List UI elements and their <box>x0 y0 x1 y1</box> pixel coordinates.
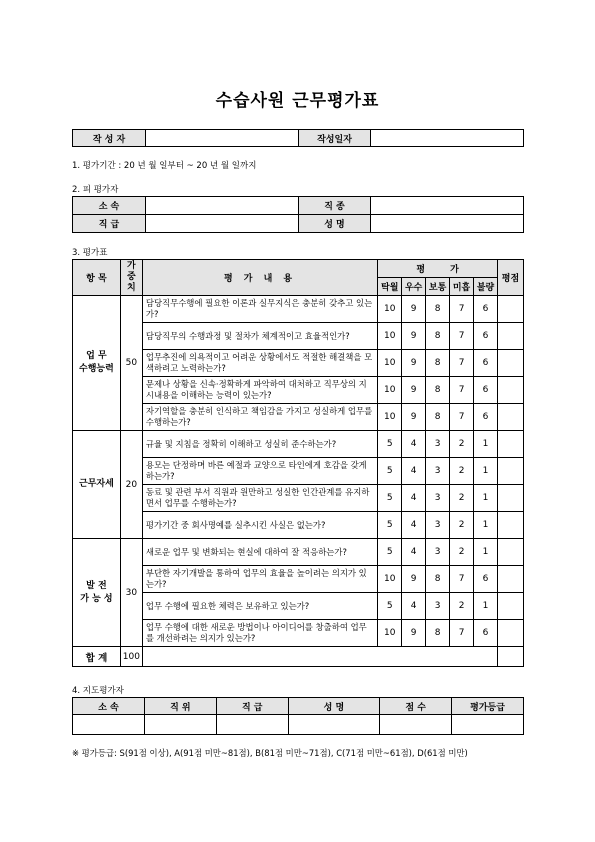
date-label: 작성일자 <box>299 130 371 147</box>
score-option[interactable]: 10 <box>378 404 402 431</box>
score-option[interactable]: 3 <box>426 458 450 485</box>
score-field[interactable] <box>497 593 523 620</box>
score-option[interactable]: 7 <box>450 323 474 350</box>
section-evaluation-label: 3. 평가표 <box>72 248 108 258</box>
score-option[interactable]: 3 <box>426 593 450 620</box>
score-option[interactable]: 4 <box>402 485 426 512</box>
header-eval: 평 가 <box>378 260 498 278</box>
score-option[interactable]: 1 <box>474 512 498 539</box>
job-type-field[interactable] <box>371 197 524 215</box>
supervisor-header: 소 속 <box>73 698 145 715</box>
score-option[interactable]: 8 <box>426 323 450 350</box>
evaluation-criterion: 평가기간 중 회사명예를 실추시킨 사실은 없는가? <box>142 512 377 539</box>
evaluation-criterion: 자기역할을 충분히 인식하고 책임감을 가지고 성실하게 업무를 수행하는가? <box>142 404 377 431</box>
score-option[interactable]: 8 <box>426 296 450 323</box>
score-option[interactable]: 4 <box>402 458 426 485</box>
name-field[interactable] <box>371 215 524 233</box>
name-label: 성 명 <box>299 215 371 233</box>
score-option[interactable]: 7 <box>450 296 474 323</box>
rank-label: 직 급 <box>73 215 146 233</box>
supervisor-field[interactable] <box>216 715 288 735</box>
score-option[interactable]: 6 <box>474 620 498 647</box>
score-option[interactable]: 10 <box>378 620 402 647</box>
total-row <box>73 647 524 667</box>
score-option[interactable]: 5 <box>378 431 402 458</box>
score-option[interactable]: 2 <box>450 539 474 566</box>
score-option[interactable]: 9 <box>402 296 426 323</box>
supervisor-field[interactable] <box>452 715 524 735</box>
score-option[interactable]: 7 <box>450 404 474 431</box>
evaluation-criterion: 용모는 단정하며 바른 예절과 교양으로 타인에게 호감을 갖게 하는가? <box>142 458 377 485</box>
page-title: 수습사원 근무평가표 <box>215 91 380 111</box>
score-option[interactable]: 6 <box>474 404 498 431</box>
supervisor-header: 점 수 <box>380 698 452 715</box>
category-name: 발 전 가 능 성 <box>73 539 121 647</box>
evaluatee-table <box>72 196 524 233</box>
score-option[interactable]: 10 <box>378 377 402 404</box>
evaluation-row <box>73 539 524 566</box>
score-option[interactable]: 7 <box>450 377 474 404</box>
score-option[interactable]: 8 <box>426 350 450 377</box>
header-item: 항 목 <box>73 260 121 296</box>
score-option[interactable]: 1 <box>474 458 498 485</box>
score-option[interactable]: 8 <box>426 404 450 431</box>
score-option[interactable]: 9 <box>402 404 426 431</box>
score-option[interactable]: 7 <box>450 350 474 377</box>
date-field[interactable] <box>371 130 524 147</box>
score-field[interactable] <box>497 512 523 539</box>
writer-label: 작 성 자 <box>73 130 146 147</box>
category-weight: 30 <box>120 539 142 647</box>
score-field[interactable] <box>497 323 523 350</box>
category-name: 근무자세 <box>73 431 121 539</box>
supervisor-field[interactable] <box>288 715 380 735</box>
evaluation-criterion: 새로운 업무 및 변화되는 현실에 대하여 잘 적응하는가? <box>142 539 377 566</box>
grade-header: 우수 <box>402 278 426 296</box>
supervisor-field[interactable] <box>380 715 452 735</box>
score-option[interactable]: 4 <box>402 539 426 566</box>
score-option[interactable]: 9 <box>402 323 426 350</box>
supervisor-header: 평가등급 <box>452 698 524 715</box>
grade-header: 불량 <box>474 278 498 296</box>
evaluation-period-line: 1. 평가기간 : 20 년 월 일부터 ~ 20 년 월 일까지 <box>72 161 257 171</box>
score-field[interactable] <box>497 350 523 377</box>
writer-table <box>72 129 524 147</box>
header-content: 평 가 내 용 <box>142 260 377 296</box>
score-option[interactable]: 5 <box>378 512 402 539</box>
score-option[interactable]: 9 <box>402 620 426 647</box>
score-option[interactable]: 5 <box>378 539 402 566</box>
score-option[interactable]: 6 <box>474 296 498 323</box>
supervisor-header: 성 명 <box>288 698 380 715</box>
score-option[interactable]: 3 <box>426 539 450 566</box>
score-option[interactable]: 8 <box>426 620 450 647</box>
evaluation-row <box>73 431 524 458</box>
category-weight: 50 <box>120 296 142 431</box>
score-option[interactable]: 4 <box>402 512 426 539</box>
job-type-label: 직 종 <box>299 197 371 215</box>
evaluation-criterion: 문제나 상황을 신속·정확하게 파악하여 대처하고 직무상의 지시내용을 이해하는 능력이 있는가? <box>142 377 377 404</box>
category-weight: 20 <box>120 431 142 539</box>
score-option[interactable]: 1 <box>474 539 498 566</box>
score-option[interactable]: 6 <box>474 350 498 377</box>
score-field[interactable] <box>497 566 523 593</box>
score-field[interactable] <box>497 458 523 485</box>
header-score: 평점 <box>497 260 523 296</box>
score-option[interactable]: 9 <box>402 350 426 377</box>
score-option[interactable]: 1 <box>474 431 498 458</box>
score-option[interactable]: 10 <box>378 323 402 350</box>
supervisor-header: 직 위 <box>144 698 216 715</box>
score-option[interactable]: 6 <box>474 566 498 593</box>
score-field[interactable] <box>497 296 523 323</box>
evaluation-criterion: 담당직무수행에 필요한 이론과 실무지식은 충분히 갖추고 있는가? <box>142 296 377 323</box>
evaluation-criterion: 부단한 자기개발을 통하여 업무의 효율을 높이려는 의지가 있는가? <box>142 566 377 593</box>
score-option[interactable]: 2 <box>450 458 474 485</box>
score-option[interactable]: 5 <box>378 485 402 512</box>
evaluation-criterion: 동료 및 관련 부서 직원과 원만하고 성실한 인간관계를 유지하면서 업무를 수행하는가? <box>142 485 377 512</box>
total-score-field[interactable] <box>497 647 523 667</box>
score-field[interactable] <box>497 377 523 404</box>
grade-header: 미흡 <box>450 278 474 296</box>
score-option[interactable]: 8 <box>426 377 450 404</box>
supervisor-table <box>72 697 524 735</box>
score-field[interactable] <box>497 404 523 431</box>
dept-field[interactable] <box>146 197 299 215</box>
score-field[interactable] <box>497 431 523 458</box>
score-option[interactable]: 10 <box>378 566 402 593</box>
section-evaluatee-label: 2. 피 평가자 <box>72 185 119 195</box>
score-option[interactable]: 4 <box>402 593 426 620</box>
rank-field[interactable] <box>146 215 299 233</box>
score-option[interactable]: 4 <box>402 431 426 458</box>
score-option[interactable]: 5 <box>378 458 402 485</box>
evaluation-row <box>73 296 524 323</box>
score-option[interactable]: 10 <box>378 350 402 377</box>
grade-header: 탁월 <box>378 278 402 296</box>
category-name: 업 무 수행능력 <box>73 296 121 431</box>
score-option[interactable]: 9 <box>402 566 426 593</box>
header-weight: 가 중 치 <box>120 260 142 296</box>
score-option[interactable]: 7 <box>450 620 474 647</box>
total-blank <box>142 647 497 667</box>
score-option[interactable]: 2 <box>450 485 474 512</box>
evaluation-criterion: 업무 수행에 대한 새로운 방법이나 아이디어를 창출하여 업무를 개선하려는 의지가 있는가? <box>142 620 377 647</box>
score-option[interactable]: 2 <box>450 593 474 620</box>
score-option[interactable]: 2 <box>450 431 474 458</box>
supervisor-field[interactable] <box>73 715 145 735</box>
score-field[interactable] <box>497 485 523 512</box>
evaluation-criterion: 담당직무의 수행과정 및 절차가 체계적이고 효율적인가? <box>142 323 377 350</box>
score-option[interactable]: 6 <box>474 323 498 350</box>
score-field[interactable] <box>497 539 523 566</box>
score-option[interactable]: 6 <box>474 377 498 404</box>
score-option[interactable]: 3 <box>426 485 450 512</box>
grade-header: 보통 <box>426 278 450 296</box>
grade-footnote: ※ 평가등급: S(91점 이상), A(91점 미만~81점), B(81점 미만~71점), C(71점 미만~61점), D(61점 미만) <box>72 748 468 758</box>
score-option[interactable]: 2 <box>450 512 474 539</box>
score-option[interactable]: 1 <box>474 593 498 620</box>
score-option[interactable]: 3 <box>426 431 450 458</box>
writer-field[interactable] <box>146 130 299 147</box>
supervisor-field[interactable] <box>144 715 216 735</box>
supervisor-header: 직 급 <box>216 698 288 715</box>
score-option[interactable]: 9 <box>402 377 426 404</box>
score-option[interactable]: 7 <box>450 566 474 593</box>
dept-label: 소 속 <box>73 197 146 215</box>
evaluation-criterion: 업무 수행에 필요한 체력은 보유하고 있는가? <box>142 593 377 620</box>
total-weight: 100 <box>120 647 142 667</box>
score-option[interactable]: 1 <box>474 485 498 512</box>
total-label: 합 계 <box>73 647 121 667</box>
score-option[interactable]: 5 <box>378 593 402 620</box>
evaluation-table <box>72 259 524 667</box>
score-option[interactable]: 8 <box>426 566 450 593</box>
evaluation-criterion: 규율 및 지침을 정확히 이해하고 성실히 준수하는가? <box>142 431 377 458</box>
section-supervisor-label: 4. 지도평가자 <box>72 686 124 696</box>
score-option[interactable]: 10 <box>378 296 402 323</box>
score-option[interactable]: 3 <box>426 512 450 539</box>
evaluation-criterion: 업무추진에 의욕적이고 어려운 상황에서도 적절한 해결책을 모색하려고 노력하는가? <box>142 350 377 377</box>
score-field[interactable] <box>497 620 523 647</box>
